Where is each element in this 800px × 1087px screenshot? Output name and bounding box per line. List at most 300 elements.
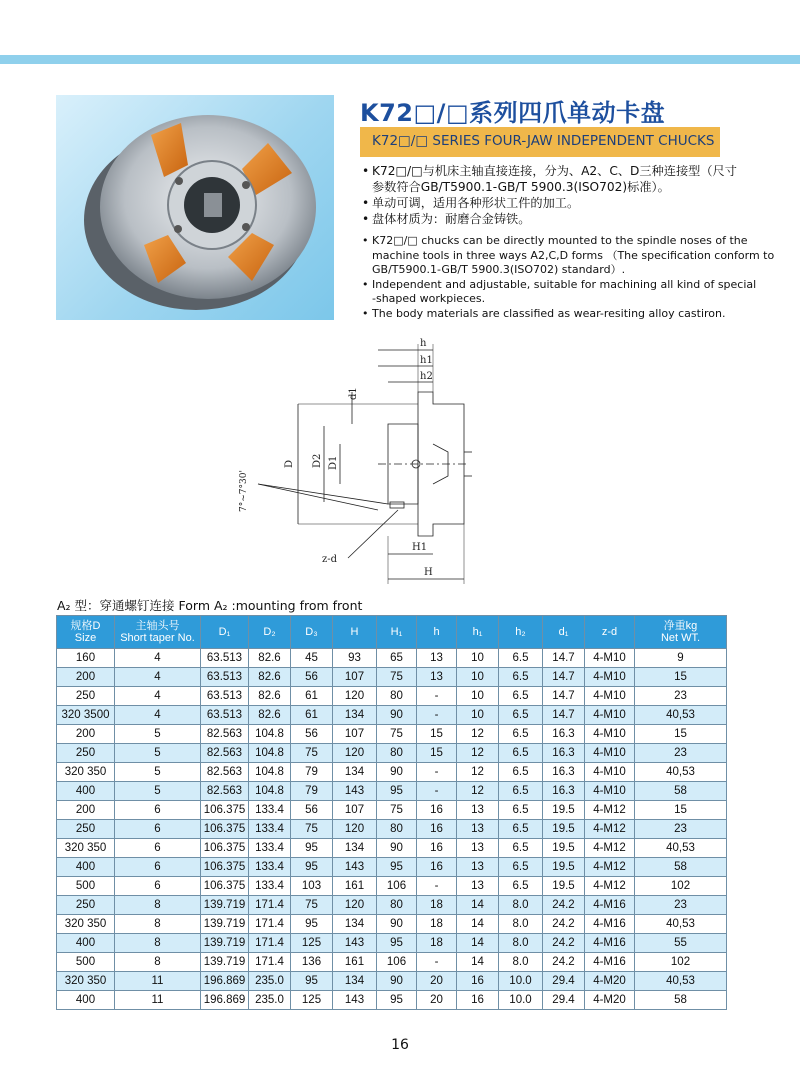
table-cell: 12 [457,763,499,782]
top-accent-bar [0,55,800,64]
table-cell: 4-M10 [585,687,635,706]
table-cell: 23 [635,744,727,763]
bullet-cn-1-cont-text: 参数符合GB/T5900.1-GB/T 5900.3(ISO702)标准）。 [372,180,670,194]
table-cell: 120 [333,744,377,763]
table-cell: 4 [115,668,201,687]
table-cell: 103 [291,877,333,896]
table-cell: 5 [115,744,201,763]
label-d1: d1 [348,387,359,400]
table-cell: 6.5 [499,706,543,725]
table-cell: 320 3500 [57,706,115,725]
table-header [57,616,727,649]
table-row [57,782,727,801]
table-cell: 6 [115,858,201,877]
table-row [57,763,727,782]
table-cell: 200 [57,668,115,687]
table-cell: - [417,706,457,725]
table-cell: 500 [57,877,115,896]
table-cell: 11 [115,972,201,991]
table-cell: 4-M10 [585,725,635,744]
table-cell: 9 [635,649,727,668]
table-cell: 171.4 [249,915,291,934]
table-cell: 13 [417,668,457,687]
english-description [362,234,775,322]
table-cell: 23 [635,896,727,915]
table-cell: 75 [377,725,417,744]
table-cell: 6.5 [499,801,543,820]
table-cell: 8.0 [499,934,543,953]
table-cell: 56 [291,668,333,687]
table-cell: 93 [333,649,377,668]
table-cell: 500 [57,953,115,972]
specification-table [56,615,727,1010]
table-cell: 6 [115,839,201,858]
dim-zd-leader [348,510,398,558]
table-cell: 82.6 [249,649,291,668]
table-cell: 161 [333,877,377,896]
table-cell: 14.7 [543,649,585,668]
table-cell: 29.4 [543,972,585,991]
table-row [57,934,727,953]
table-cell: 400 [57,934,115,953]
column-header [249,616,291,649]
table-cell: - [417,953,457,972]
drawing-body-outline [418,392,464,536]
table-cell: 95 [291,915,333,934]
bullet-dot: • [362,164,370,178]
table-cell: 136 [291,953,333,972]
table-cell: 82.563 [201,763,249,782]
table-cell: 5 [115,763,201,782]
table-cell: 58 [635,782,727,801]
table-cell: 61 [291,687,333,706]
table-row [57,725,727,744]
label-D1: D1 [328,455,339,470]
table-cell: 4 [115,649,201,668]
table-cell: 106 [377,877,417,896]
table-cell: 45 [291,649,333,668]
table-cell: 95 [291,839,333,858]
bullet-en-1-cont-text: machine tools in three ways A2,C,D forms （The specification conform to [372,248,775,262]
table-cell: 90 [377,839,417,858]
table-cell: 10.0 [499,991,543,1010]
table-cell: 95 [377,782,417,801]
table-cell: 102 [635,953,727,972]
table-cell: 79 [291,763,333,782]
table-cell: 75 [291,744,333,763]
table-cell: 4-M16 [585,915,635,934]
table-cell: 4-M10 [585,706,635,725]
bullet-en-2-text: Independent and adjustable, suitable for machining all kind of special [372,277,757,291]
table-cell: 4-M10 [585,782,635,801]
table-cell: 16 [417,820,457,839]
table-row [57,820,727,839]
bullet-cn-1 [362,163,737,179]
bullet-en-1-text: K72□/□ chucks can be directly mounted to the spindle noses of the [372,234,748,247]
table-cell: 6.5 [499,782,543,801]
table-cell: 19.5 [543,858,585,877]
table-cell: 16.3 [543,744,585,763]
table-cell: 4-M20 [585,991,635,1010]
table-cell: 104.8 [249,782,291,801]
table-cell: 4-M10 [585,668,635,687]
table-cell: 4-M16 [585,934,635,953]
table-cell: 4-M20 [585,972,635,991]
table-cell: 143 [333,934,377,953]
table-row [57,858,727,877]
dim-taper-line [258,484,378,510]
table-cell: 160 [57,649,115,668]
bullet-en-1-cont2-text: GB/T5900.1-GB/T 5900.3(ISO702) standard）. [372,263,626,277]
table-cell: 14.7 [543,668,585,687]
table-cell: 120 [333,687,377,706]
table-row [57,744,727,763]
table-cell: 58 [635,858,727,877]
bullet-cn-2-text: 单动可调，适用各种形状工件的加工。 [372,196,580,210]
table-cell: 235.0 [249,972,291,991]
table-cell: 8.0 [499,915,543,934]
table-row [57,991,727,1010]
table-cell: 95 [377,934,417,953]
table-cell: 102 [635,877,727,896]
column-header-line: Short taper No. [120,632,195,644]
table-cell: 133.4 [249,839,291,858]
table-cell: 95 [291,858,333,877]
table-cell: - [417,763,457,782]
table-cell: 196.869 [201,972,249,991]
table-cell: 90 [377,763,417,782]
table-cell: 139.719 [201,896,249,915]
column-header [377,616,417,649]
table-cell: 6.5 [499,687,543,706]
bullet-dot: • [362,277,369,291]
table-cell: 24.2 [543,915,585,934]
table-cell: - [417,687,457,706]
table-cell: 5 [115,782,201,801]
table-cell: 8 [115,915,201,934]
table-cell: 80 [377,896,417,915]
table-cell: 106.375 [201,839,249,858]
table-row [57,915,727,934]
table-cell: 6 [115,801,201,820]
table-row [57,649,727,668]
table-cell: 134 [333,706,377,725]
table-cell: 125 [291,934,333,953]
table-cell: 320 350 [57,915,115,934]
table-cell: 14 [457,915,499,934]
column-header-line: 主轴头号 [135,620,180,632]
table-cell: 4-M10 [585,744,635,763]
table-cell: 6 [115,820,201,839]
table-cell: 11 [115,991,201,1010]
table-cell: 250 [57,896,115,915]
column-header-line: Net WT. [660,632,701,644]
table-cell: 56 [291,725,333,744]
table-cell: 82.563 [201,744,249,763]
column-header [417,616,457,649]
table-cell: 161 [333,953,377,972]
column-header [457,616,499,649]
table-cell: 8.0 [499,896,543,915]
table-cell: 106.375 [201,801,249,820]
table-cell: 134 [333,915,377,934]
table-cell: 24.2 [543,934,585,953]
table-cell: 8 [115,896,201,915]
label-H1: H1 [412,542,428,553]
bullet-cn-3 [362,211,730,227]
column-header [543,616,585,649]
column-header [57,616,115,649]
table-cell: 6 [115,877,201,896]
table-cell: 95 [377,991,417,1010]
table-cell: 235.0 [249,991,291,1010]
bullet-dot: • [362,306,369,320]
table-cell: - [417,877,457,896]
bullet-en-1 [362,234,748,249]
column-header [291,616,333,649]
column-header [499,616,543,649]
bullet-cn-1-cont [362,179,730,195]
table-cell: 4-M12 [585,801,635,820]
table-cell: 15 [417,725,457,744]
table-cell: 40,53 [635,839,727,858]
table-cell: 143 [333,782,377,801]
table-cell: 400 [57,782,115,801]
table-cell: 6.5 [499,668,543,687]
table-cell: 4-M12 [585,858,635,877]
column-header-line: h [433,626,440,638]
table-cell: 12 [457,725,499,744]
table-cell: 106 [377,953,417,972]
table-cell: 107 [333,668,377,687]
table-cell: 171.4 [249,953,291,972]
table-cell: 5 [115,725,201,744]
bullet-dot: • [362,196,370,210]
table-cell: 4-M10 [585,763,635,782]
table-cell: 250 [57,744,115,763]
table-cell: 90 [377,915,417,934]
chuck-illustration [56,95,334,320]
table-row [57,668,727,687]
label-h2: h2 [420,371,433,382]
table-cell: 320 350 [57,763,115,782]
table-cell: 14 [457,934,499,953]
column-header [333,616,377,649]
table-cell: 134 [333,972,377,991]
column-header [115,616,201,649]
table-cell: 16.3 [543,725,585,744]
bullet-dot: • [362,212,370,226]
label-h1: h1 [420,355,433,366]
table-cell: 133.4 [249,877,291,896]
table-cell: 18 [417,915,457,934]
table-cell: 133.4 [249,820,291,839]
label-D: D [284,459,295,468]
chinese-description [362,163,737,227]
table-cell: 133.4 [249,801,291,820]
table-cell: 6.5 [499,820,543,839]
table-cell: 16 [457,972,499,991]
table-cell: 90 [377,706,417,725]
table-cell: - [417,782,457,801]
table-cell: 95 [291,972,333,991]
table-cell: 80 [377,744,417,763]
table-cell: 106.375 [201,877,249,896]
table-cell: 6.5 [499,725,543,744]
page-title: K72□/□系列四爪单动卡盘 [360,99,666,127]
table-cell: 320 350 [57,839,115,858]
table-cell: 6.5 [499,649,543,668]
table-cell: 24.2 [543,953,585,972]
table-cell: 40,53 [635,706,727,725]
table-cell: 80 [377,687,417,706]
table-cell: 13 [457,820,499,839]
bullet-cn-1-text: K72□/□与机床主轴直接连接，分为、A2、C、D三种连接型（尺寸 [372,164,737,178]
table-cell: 6.5 [499,858,543,877]
bullet-en-3 [362,307,730,322]
table-cell: 250 [57,820,115,839]
column-header-line: d₁ [558,626,569,638]
technical-drawing [228,334,478,590]
table-cell: 14.7 [543,687,585,706]
table-cell: 143 [333,991,377,1010]
table-cell: 75 [377,668,417,687]
column-header-line: D₁ [218,626,231,638]
table-cell: 200 [57,725,115,744]
table-cell: 139.719 [201,953,249,972]
bullet-en-1-cont2 [362,263,730,278]
table-cell: 15 [635,801,727,820]
table-cell: 171.4 [249,934,291,953]
page-number: 16 [391,1037,409,1053]
label-h: h [420,338,427,349]
table-cell: 16 [417,839,457,858]
table-cell: 75 [377,801,417,820]
table-cell: 12 [457,782,499,801]
table-cell: 56 [291,801,333,820]
table-body [57,649,727,1010]
bullet-en-3-text: The body materials are classified as wear-resiting alloy castiron. [372,306,726,320]
table-cell: 14 [457,896,499,915]
label-zd: z-d [322,554,338,565]
table-cell: 4 [115,706,201,725]
table-cell: 16 [457,991,499,1010]
table-cell: 12 [457,744,499,763]
table-row [57,877,727,896]
table-cell: 10 [457,668,499,687]
table-cell: 139.719 [201,934,249,953]
table-cell: 20 [417,972,457,991]
table-cell: 134 [333,763,377,782]
table-cell: 16 [417,801,457,820]
column-header-line: h₂ [515,626,526,638]
table-cell: 171.4 [249,896,291,915]
column-header-line: z-d [601,626,618,638]
table-cell: 133.4 [249,858,291,877]
table-cell: 24.2 [543,896,585,915]
bullet-en-2-cont-text: -shaped workpieces. [372,292,486,306]
table-cell: 95 [377,858,417,877]
chuck-product-photo [56,95,334,320]
label-D2: D2 [312,453,323,468]
bullet-cn-2 [362,195,730,211]
table-cell: 40,53 [635,763,727,782]
table-cell: 15 [417,744,457,763]
column-header-line: D₂ [263,626,276,638]
table-cell: 6.5 [499,744,543,763]
table-cell: 82.6 [249,668,291,687]
column-header-line: H₁ [390,626,403,638]
table-cell: 40,53 [635,915,727,934]
table-cell: 4-M16 [585,896,635,915]
table-cell: 4-M10 [585,649,635,668]
table-row [57,801,727,820]
table-cell: 10.0 [499,972,543,991]
table-row [57,687,727,706]
column-header-line: Size [74,632,97,644]
column-header-line: D₃ [305,626,318,638]
table-cell: 19.5 [543,820,585,839]
table-cell: 29.4 [543,991,585,1010]
table-cell: 13 [457,839,499,858]
table-cell: 10 [457,687,499,706]
table-cell: 400 [57,991,115,1010]
table-cell: 75 [291,820,333,839]
label-H: H [424,567,433,578]
table-cell: 82.6 [249,706,291,725]
table-cell: 13 [457,801,499,820]
table-row [57,953,727,972]
table-cell: 16.3 [543,782,585,801]
table-row [57,839,727,858]
table-cell: 6.5 [499,839,543,858]
table-cell: 250 [57,687,115,706]
table-row [57,896,727,915]
table-cell: 10 [457,649,499,668]
bullet-en-2-cont [362,292,730,307]
table-cell: 58 [635,991,727,1010]
table-cell: 4-M12 [585,820,635,839]
table-cell: 61 [291,706,333,725]
table-cell: 14.7 [543,706,585,725]
table-cell: 65 [377,649,417,668]
table-cell: 19.5 [543,839,585,858]
column-header-line: h₁ [472,626,483,638]
table-cell: 19.5 [543,801,585,820]
column-header-line: H [350,626,359,638]
table-cell: 63.513 [201,687,249,706]
bullet-en-1-cont [362,248,775,264]
table-cell: 320 350 [57,972,115,991]
bullet-cn-3-text: 盘体材质为：耐磨合金铸铁。 [372,212,531,226]
mounting-form-label: A₂ 型：穿通螺钉连接 Form A₂ :mounting from front [57,598,363,613]
table-cell: 90 [377,972,417,991]
table-cell: 63.513 [201,706,249,725]
table-cell: 120 [333,896,377,915]
bullet-dot: • [362,234,369,247]
dim-taper-line [258,484,388,504]
table-cell: 6.5 [499,763,543,782]
table-cell: 13 [417,649,457,668]
table-cell: 13 [457,877,499,896]
table-cell: 4-M12 [585,877,635,896]
table-cell: 23 [635,687,727,706]
table-row [57,706,727,725]
table-cell: 4-M16 [585,953,635,972]
drawing-screw [390,502,404,508]
table-cell: 75 [291,896,333,915]
table-cell: 15 [635,725,727,744]
